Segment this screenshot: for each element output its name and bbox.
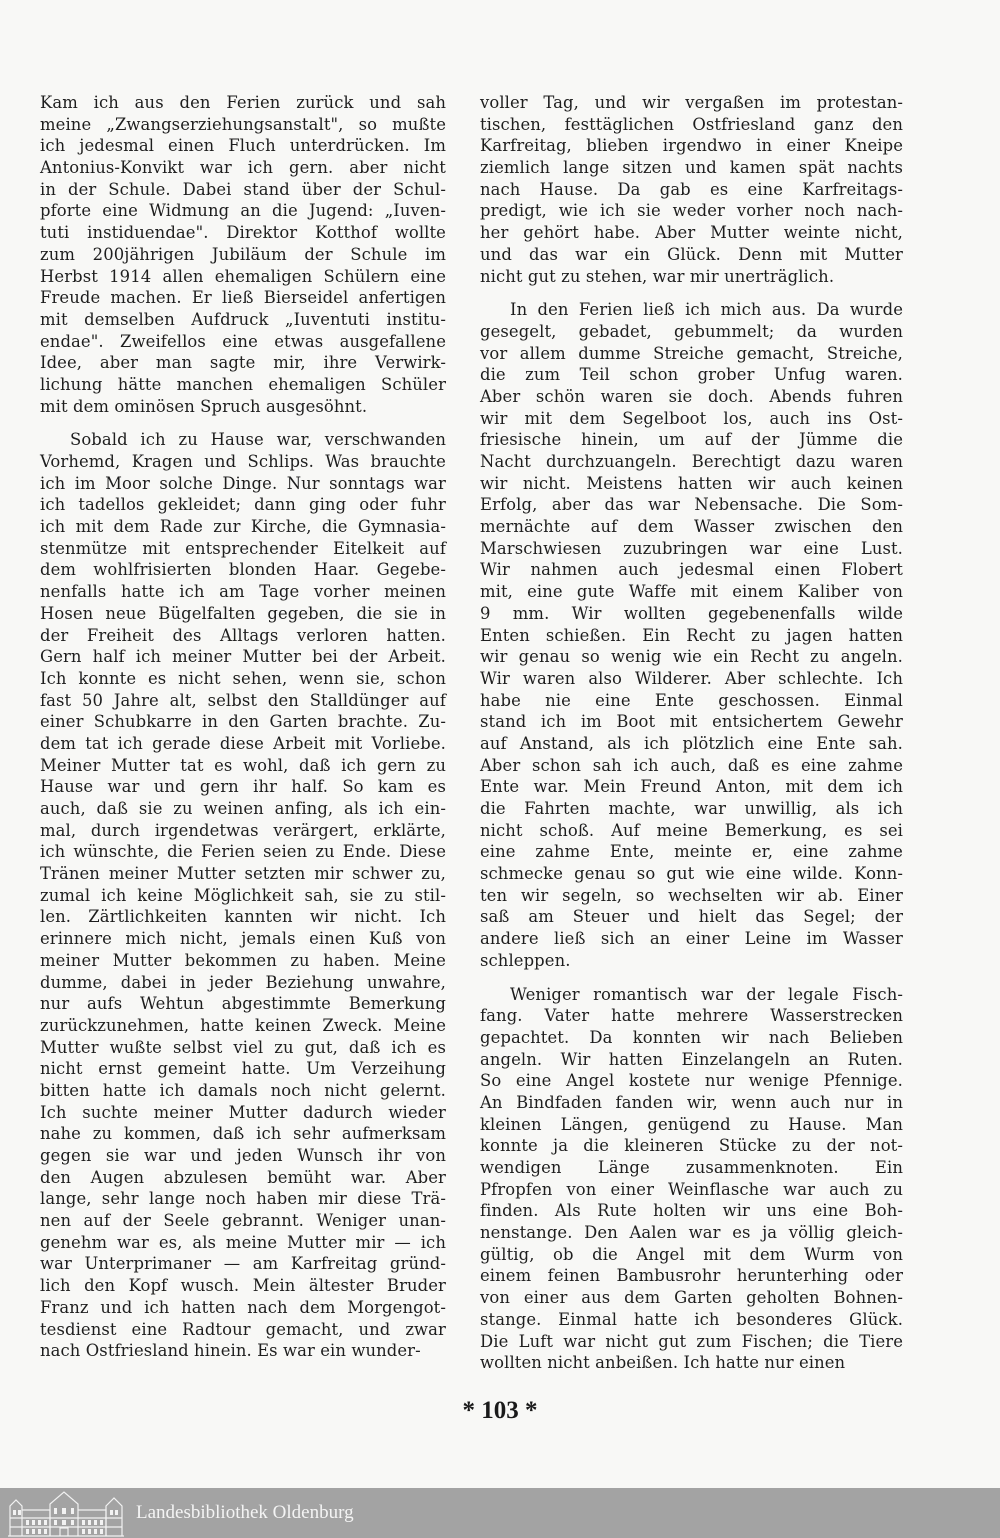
text-line: saß am Steuer und hielt das Segel; der	[480, 907, 903, 927]
text-line: nicht ernst gemeint hatte. Um Verzeihung	[40, 1059, 446, 1079]
text-line: dem wohlfrisierten blonden Haar. Gegebe-	[40, 560, 446, 580]
text-line: fast 50 Jahre alt, selbst den Stalldünger auf	[40, 690, 446, 710]
text-line: dem tat ich gerade diese Arbeit mit Vorliebe.	[40, 733, 446, 753]
text-line: wir nicht. Meistens hatten wir auch keinen	[480, 473, 903, 493]
text-line: Idee, aber man sagte mir, ihre Verwirk-	[40, 353, 446, 373]
text-line: vor allem dumme Streiche gemacht, Streiche,	[480, 343, 903, 363]
text-line: zum 200jährigen Jubiläum der Schule im	[40, 244, 446, 264]
text-line: Karfreitag, blieben irgendwo in einer Kneipe	[480, 136, 903, 156]
text-line: 9 mm. Wir wollten gegebenenfalls wilde	[480, 603, 903, 623]
text-line: Freude machen. Er ließ Bierseidel anfertigen	[40, 288, 446, 308]
text-line: predigt, wie ich sie weder vorher noch nach-	[480, 201, 903, 221]
text-line: schleppen.	[480, 950, 571, 970]
text-line: nahe zu kommen, daß ich sehr aufmerksam	[40, 1124, 446, 1144]
text-line: schmecke genau so gut wie eine wilde. Konn-	[480, 864, 903, 884]
text-line: mernächte auf dem Wasser zwischen den	[480, 517, 903, 537]
text-line: Franz und ich hatten nach dem Morgengot-	[40, 1297, 446, 1317]
text-line: tesdienst eine Radtour gemacht, und zwar	[40, 1319, 446, 1339]
text-line: dumme, dabei in jeder Beziehung unwahre,	[40, 972, 446, 992]
library-footer-bar	[0, 1488, 1000, 1538]
text-line: Kam ich aus den Ferien zurück und sah	[40, 93, 446, 112]
text-line: auch, daß sie zu weinen anfing, als ich ein-	[40, 799, 446, 818]
text-line: tuti instiduendae". Direktor Kotthof wollte	[40, 223, 446, 243]
text-line: nach Hause. Da gab es eine Karfreitags-	[480, 179, 903, 199]
text-line: ich tadellos gekleidet; dann ging oder fuhr	[40, 495, 446, 515]
text-line: nenfalls hatte ich am Tage vorher meinen	[40, 582, 446, 602]
text-line: meine „Zwangserziehungsanstalt", so mußte	[40, 114, 446, 134]
text-line: ich jedesmal einen Fluch unterdrücken. Im	[40, 136, 446, 156]
left-text-column	[40, 92, 446, 1362]
text-line: gegen sie war und jeden Wunsch ihr von	[40, 1146, 446, 1165]
text-line: der Freiheit des Alltags verloren hatten.	[40, 625, 446, 645]
text-line: pforte eine Widmung an die Jugend: „Iuven-	[40, 201, 446, 221]
text-line: von einer aus dem Garten geholten Bohnen-	[480, 1288, 903, 1308]
text-line: Antonius-Konvikt war ich gern. aber nicht	[40, 158, 446, 178]
paragraph	[480, 984, 903, 1374]
text-line: Hause war und gern ihr half. So kam es	[40, 777, 446, 797]
paragraph	[40, 429, 446, 1362]
paragraph	[40, 92, 446, 417]
paragraph	[480, 92, 903, 287]
text-line: konnte ja die kleineren Stücke zu der not-	[480, 1136, 903, 1156]
text-line: ich wünschte, die Ferien seien zu Ende. Diese	[40, 842, 446, 862]
library-name: Landesbibliothek Oldenburg	[136, 1502, 354, 1523]
text-line: einer Schubkarre in den Garten brachte. Zu-	[40, 712, 446, 732]
paragraph-gap	[40, 417, 446, 429]
text-line: stange. Einmal hatte ich besonderes Glück.	[480, 1309, 903, 1329]
text-line: ich mit dem Rade zur Kirche, die Gymnasia-	[40, 517, 446, 537]
text-line: nicht schoß. Auf meine Bemerkung, es sei	[480, 820, 903, 840]
text-line: voller Tag, und wir vergaßen im protestan-	[480, 93, 903, 112]
text-line: fang. Vater hatte mehrere Wasserstrecken	[480, 1006, 903, 1026]
text-line: Aber schön waren sie doch. Abends fuhren	[480, 386, 903, 406]
text-line: Nacht durchzuangeln. Berechtigt dazu waren	[480, 452, 903, 471]
text-line: Pfropfen von einer Weinflasche war auch zu	[480, 1179, 903, 1199]
text-line: nen auf der Seele gebrannt. Weniger unan-	[40, 1211, 446, 1231]
text-line: Vorhemd, Kragen und Schlips. Was brauchte	[40, 452, 446, 471]
text-line: kleinen Längen, genügend zu Hause. Man	[480, 1114, 903, 1134]
text-line: Gern half ich meiner Mutter bei der Arbeit.	[40, 647, 446, 667]
text-line: wollten nicht anbeißen. Ich hatte nur einen	[480, 1353, 846, 1373]
text-line: lichung hätte manchen ehemaligen Schüler	[40, 374, 446, 394]
text-line: ten wir segeln, so wechselten wir ab. Einer	[480, 885, 903, 905]
text-line: lich den Kopf wusch. Mein ältester Bruder	[40, 1276, 446, 1296]
text-line: die Fahrten machte, war unwillig, als ich	[480, 799, 903, 818]
text-line: wendigen Länge zusammenknoten. Ein	[480, 1158, 903, 1177]
text-line: In den Ferien ließ ich mich aus. Da wurde	[510, 300, 903, 320]
text-line: Enten schießen. Ein Recht zu jagen hatten	[480, 625, 903, 645]
text-line: einem feinen Bambusrohr herunterhing oder	[480, 1266, 903, 1286]
text-line: Mutter wußte selbst viel zu gut, daß ich es	[40, 1037, 446, 1057]
text-line: bitten hatte ich damals noch nicht gelernt.	[40, 1080, 446, 1100]
text-line: Marschwiesen zuzubringen war eine Lust.	[480, 538, 903, 558]
text-line: len. Zärtlichkeiten kannten wir nicht. Ich	[40, 907, 446, 927]
text-line: Herbst 1914 allen ehemaligen Schülern eine	[40, 266, 446, 286]
text-line: nach Ostfriesland hinein. Es war ein wunder-	[40, 1341, 421, 1361]
text-line: friesische hinein, um auf der Jümme die	[480, 430, 903, 450]
library-building-icon	[6, 1488, 124, 1538]
text-line: Sobald ich zu Hause war, verschwanden	[70, 430, 446, 450]
text-line: auf Anstand, als ich plötzlich eine Ente sah.	[480, 733, 903, 753]
text-line: mit dem ominösen Spruch ausgesöhnt.	[40, 396, 368, 416]
text-line: die zum Teil schon grober Unfug waren.	[480, 365, 903, 385]
text-line: andere ließ sich an einer Leine im Wasser	[480, 929, 903, 949]
text-line: und das war ein Glück. Denn mit Mutter	[480, 244, 903, 264]
text-line: nur aufs Wehtun abgestimmte Bemerkung	[40, 994, 446, 1014]
text-line: mal, durch irgendetwas verärgert, erklärte,	[40, 820, 446, 840]
text-line: gepachtet. Da konnten wir nach Belieben	[480, 1027, 903, 1047]
text-line: lange, sehr lange noch haben mir diese Trä-	[40, 1189, 446, 1209]
text-line: So eine Angel kostete nur wenige Pfennige.	[480, 1071, 903, 1091]
text-line: nenstange. Den Aalen war es ja völlig gleich-	[480, 1223, 903, 1243]
text-line: gültig, ob die Angel mit dem Wurm von	[480, 1244, 903, 1264]
text-line: tischen, festtäglichen Ostfriesland ganz den	[480, 114, 903, 134]
text-line: Tränen meiner Mutter setzten mir schwer zu,	[40, 864, 446, 884]
text-line: zumal ich keine Möglichkeit sah, sie zu stil-	[40, 885, 446, 905]
text-line: Wir nahmen auch jedesmal einen Flobert	[480, 560, 903, 580]
text-line: endae". Zweifellos eine etwas ausgefallene	[40, 331, 446, 351]
text-line: erinnere mich nicht, jemals einen Kuß von	[40, 929, 446, 949]
text-line: habe nie eine Ente geschossen. Einmal	[480, 690, 903, 710]
text-line: Wir waren also Wilderer. Aber schlechte. Ich	[480, 668, 903, 688]
text-line: angeln. Wir hatten Einzelangeln an Ruten.	[480, 1049, 903, 1069]
text-line: her gehört habe. Aber Mutter weinte nicht,	[480, 223, 903, 243]
text-line: ich im Moor solche Dinge. Nur sonntags war	[40, 473, 446, 493]
text-line: Aber schon sah ich auch, daß es eine zahme	[480, 755, 903, 775]
paragraph-gap	[480, 287, 903, 299]
text-line: meiner Mutter bekommen zu haben. Meine	[40, 950, 446, 970]
text-line: ziemlich lange sitzen und kamen spät nachts	[480, 158, 903, 178]
right-text-column	[480, 92, 903, 1374]
text-line: Die Luft war nicht gut zum Fischen; die Tiere	[480, 1331, 903, 1351]
paragraph	[480, 299, 903, 971]
text-line: Meiner Mutter tat es wohl, daß ich gern zu	[40, 755, 446, 775]
text-line: Ente war. Mein Freund Anton, mit dem ich	[480, 777, 903, 797]
text-line: gesegelt, gebadet, gebummelt; da wurden	[480, 321, 903, 341]
text-line: wir mit dem Segelboot los, auch ins Ost-	[480, 408, 903, 428]
text-line: Ich suchte meiner Mutter dadurch wieder	[40, 1102, 446, 1122]
text-line: stand ich im Boot mit entsichertem Gewehr	[480, 712, 903, 732]
text-line: zurückzunehmen, hatte keinen Zweck. Meine	[40, 1015, 446, 1035]
text-line: Hosen neue Bügelfalten gegeben, die sie in	[40, 603, 446, 623]
text-line: Weniger romantisch war der legale Fisch-	[510, 984, 903, 1004]
text-line: in der Schule. Dabei stand über der Schul-	[40, 179, 446, 199]
text-line: den Augen abzulesen bemüht war. Aber	[40, 1167, 446, 1187]
text-line: Erfolg, aber das war Nebensache. Die Som-	[480, 495, 903, 515]
paragraph-gap	[480, 972, 903, 984]
text-line: stenmütze mit entsprechender Eitelkeit auf	[40, 538, 446, 558]
text-line: mit demselben Aufdruck „Iuventuti institu-	[40, 309, 446, 329]
text-line: nicht gut zu stehen, war mir unerträglich.	[480, 266, 835, 286]
text-line: finden. Als Rute holten wir uns eine Boh-	[480, 1201, 903, 1221]
text-line: genehm war es, als meine Mutter mir — ich	[40, 1232, 446, 1252]
text-line: An Bindfaden fanden wir, wenn auch nur in	[480, 1092, 903, 1112]
page-number: * 103 *	[462, 1397, 538, 1424]
text-line: Ich konnte es nicht sehen, wenn sie, schon	[40, 668, 446, 688]
text-line: wir genau so wenig wie ein Recht zu angeln.	[480, 647, 903, 667]
text-line: eine zahme Ente, meinte er, eine zahme	[480, 842, 903, 862]
text-line: war Unterprimaner — am Karfreitag gründ-	[40, 1254, 446, 1274]
text-line: mit, eine gute Waffe mit einem Kaliber von	[480, 582, 903, 602]
